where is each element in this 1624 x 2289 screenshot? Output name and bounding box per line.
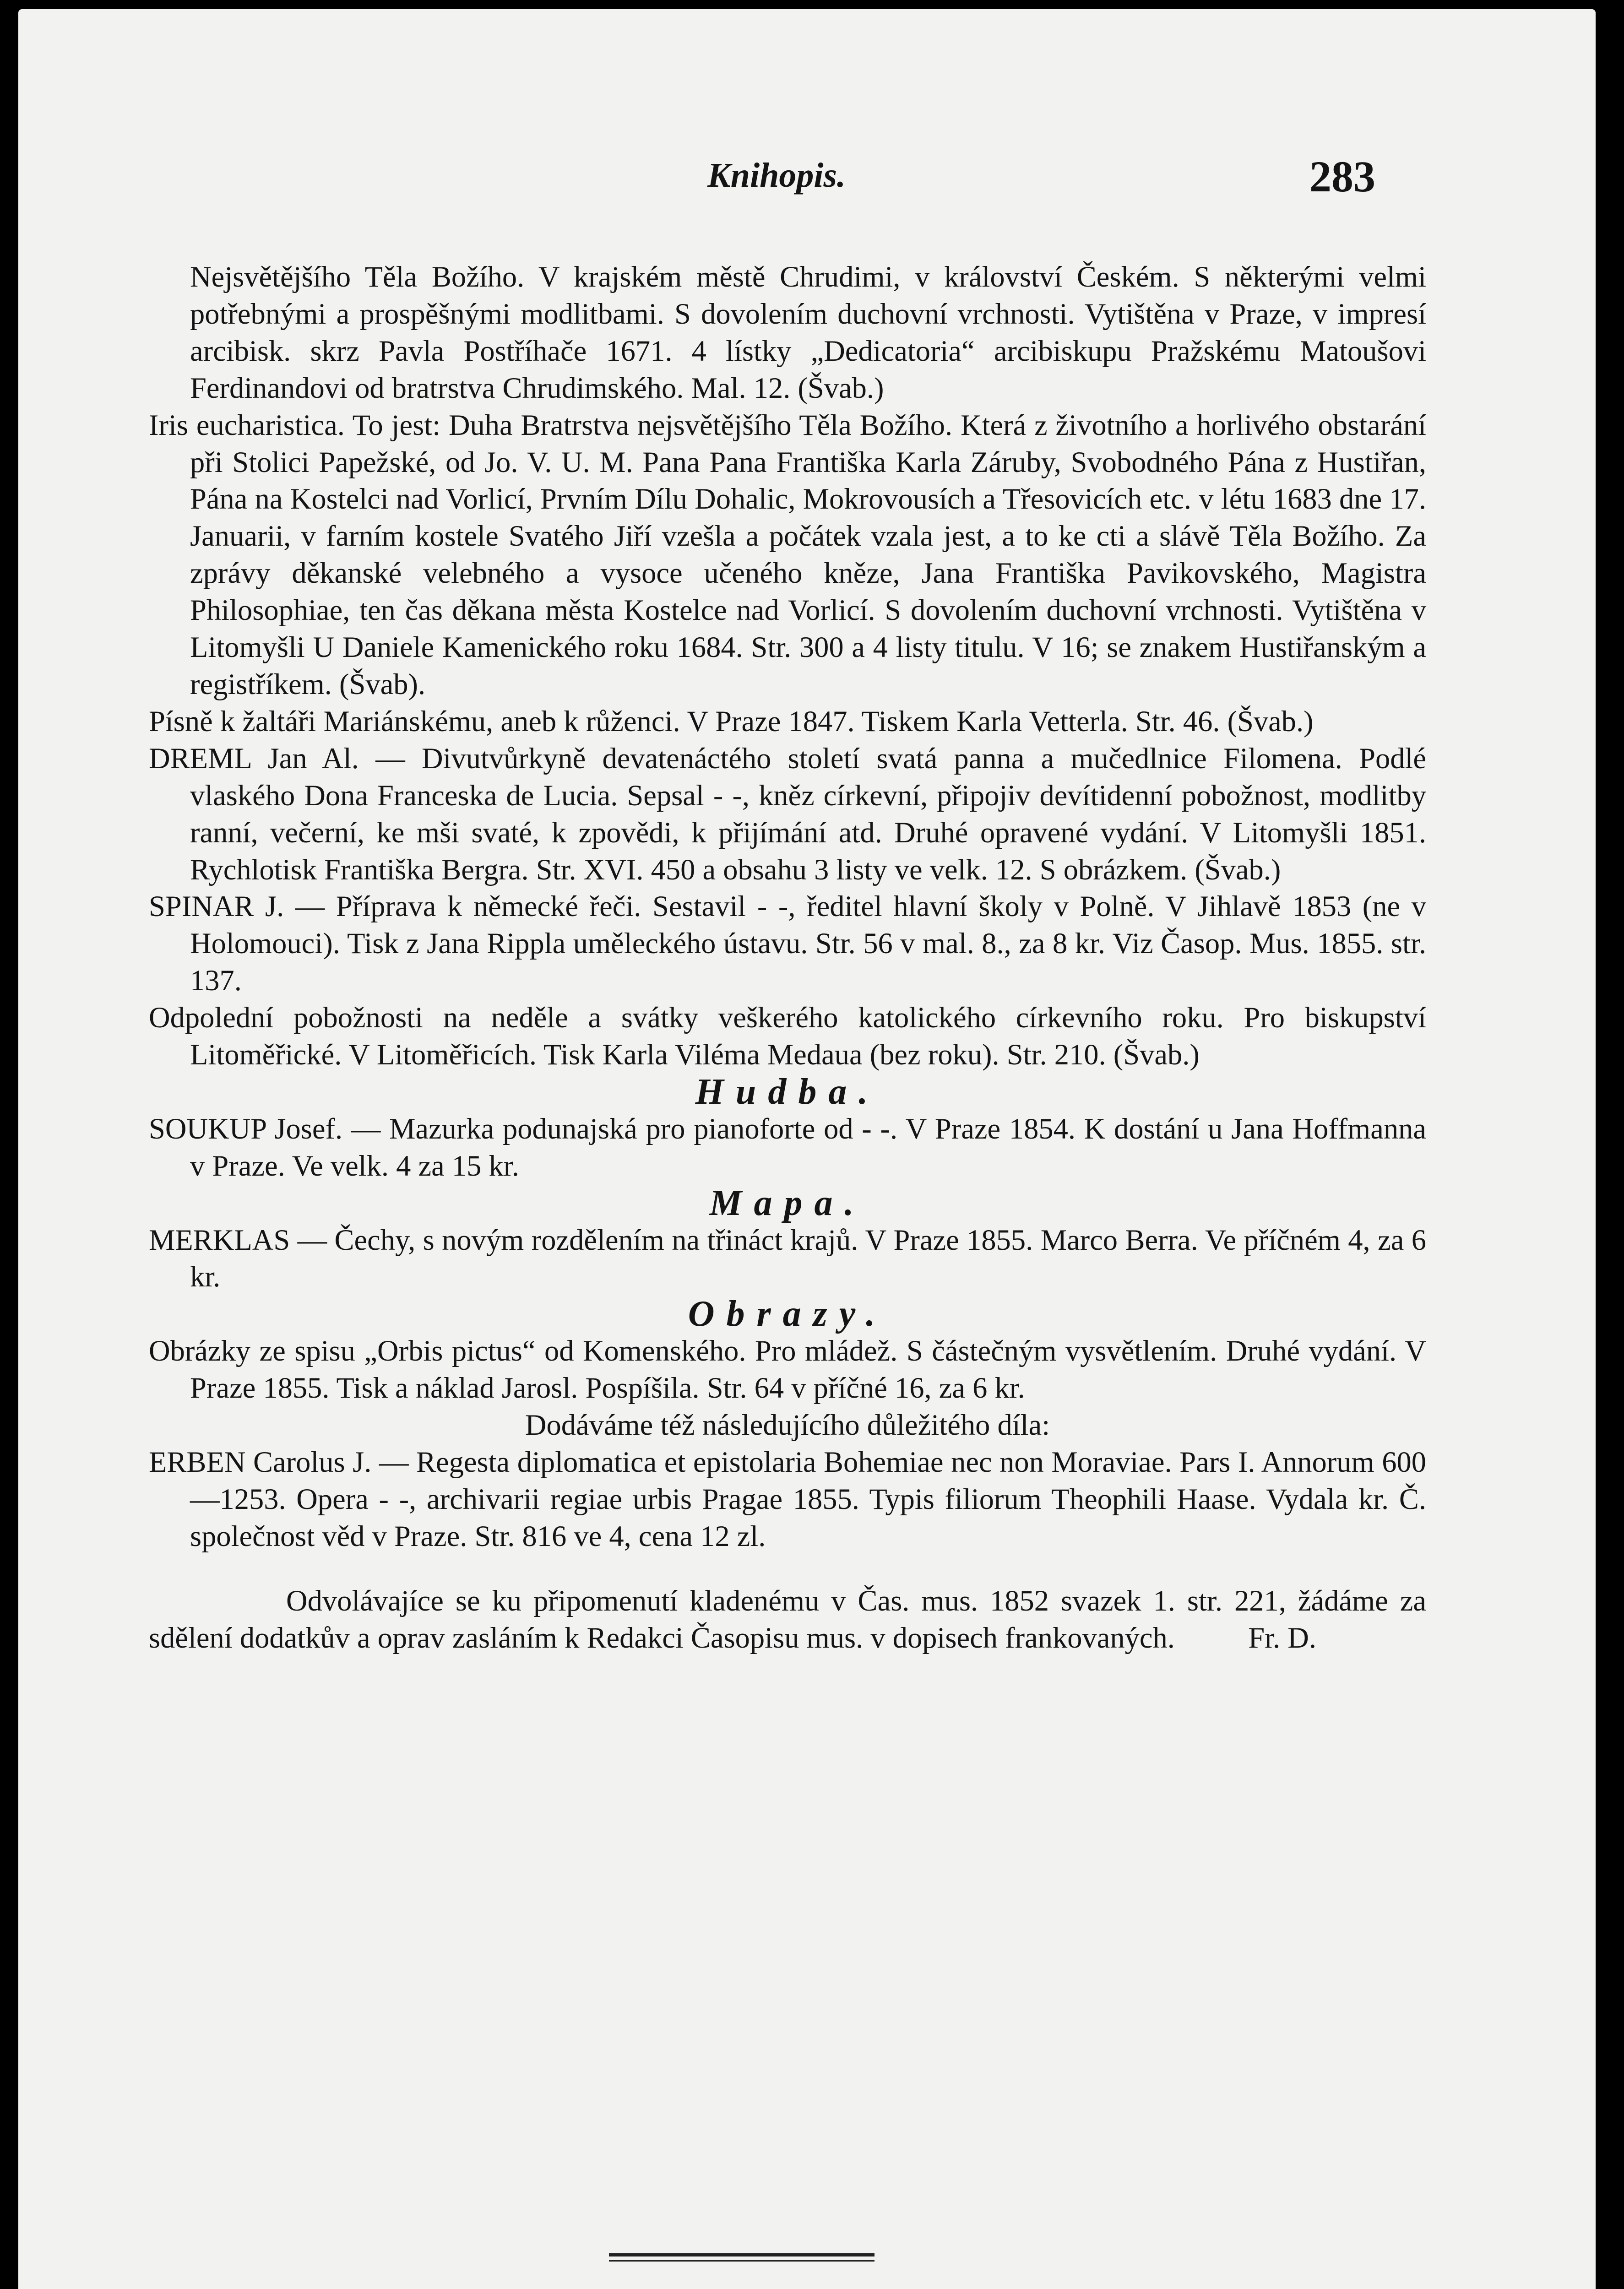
addendum-heading: Dodáváme též následujícího důležitého díla:: [525, 1409, 1050, 1442]
closing-note: Odvolávajíce se ku připomenutí kladenému v Čas. mus. 1852 svazek 1. str. 221, žádáme za sdělení dodatkův a oprav zasláním k Redakci Časopisu mus. v dopisech frankovaných.: [149, 1584, 1426, 1654]
bibliography-text: [149, 259, 1426, 1657]
bibliography-entry: ERBEN Carolus J. — Regesta diplomatica et epistolaria Bohemiae nec non Moraviae. Pars I. Annorum 600—1253. Opera - -, archivarii regiae urbis Pragae 1855. Typis filiorum Theophili Haase. Vydala kr. Č. společnost věd v Praze. Str. 816 ve 4, cena 12 zl.: [149, 1446, 1426, 1552]
page-number: 283: [1309, 152, 1375, 201]
running-head: [18, 151, 1596, 206]
bibliography-entry: Odpolední pobožnosti na neděle a svátky veškerého katolického církevního roku. Pro biskupství Litoměřické. V Litoměřicích. Tisk Karla Viléma Medaua (bez roku). Str. 210. (Švab.): [149, 1001, 1426, 1071]
bibliography-entry: SOUKUP Josef. — Mazurka podunajská pro pianoforte od - -. V Praze 1854. K dostání u Jana Hoffmanna v Praze. Ve velk. 4 za 15 kr.: [149, 1112, 1426, 1182]
signature: Fr. D.: [1248, 1621, 1316, 1654]
running-title: Knihopis.: [707, 156, 846, 195]
bibliography-entry: SPINAR J. — Příprava k německé řeči. Sestavil - -, ředitel hlavní školy v Polně. V Jihlavě 1853 (ne v Holomouci). Tisk z Jana Rippla uměleckého ústavu. Str. 56 v mal. 8., za 8 kr. Viz Časop. Mus. 1855. str. 137.: [149, 890, 1426, 997]
bibliography-entry: DREML Jan Al. — Divutvůrkyně devatenáctého století svatá panna a mučedlnice Filomena. Podlé vlaského Dona Franceska de Lucia. Sepsal - -, kněz církevní, připojiv devítidenní pobožnost, modlitby ranní, večerní, ke mši svaté, k zpovědi, k přijímání atd. Druhé opravené vydání. V Litomyšli 1851. Rychlotisk Františka Bergra. Str. XVI. 450 a obsahu 3 listy ve velk. 12. S obrázkem. (Švab.): [149, 742, 1426, 886]
closing-rule: [609, 2253, 874, 2256]
bibliography-entry: MERKLAS — Čechy, s novým rozdělením na třináct krajů. V Praze 1855. Marco Berra. Ve příčném 4, za 6 kr.: [149, 1223, 1426, 1293]
section-heading-mapa: Mapa.: [709, 1182, 866, 1223]
section-heading-obrazy: Obrazy.: [688, 1294, 887, 1334]
bibliography-entry: Iris eucharistica. To jest: Duha Bratrstva nejsvětějšího Těla Božího. Která z životního a horlivého obstarání při Stolici Papežské, od Jo. V. U. M. Pana Pana Františka Karla Záruby, Svobodného Pána z Hustiřan, Pána na Kostelci nad Vorlicí, Prvním Dílu Dohalic, Mokrovousích a Třesovicích etc. v létu 1683 dne 17. Januarii, v farním kostele Svatého Jiří vzešla a počátek vzala jest, a to ke cti a slávě Těla Božího. Za zprávy děkanské velebného a vysoce učeného kněze, Jana Františka Pavikovského, Magistra Philosophiae, ten čas děkana města Kostelce nad Vorlicí. S dovolením duchovní vrchnosti. Vytištěna v Litomyšli U Daniele Kamenického roku 1684. Str. 300 a 4 listy titulu. V 16; se znakem Hustiřanským a registříkem. (Švab).: [149, 408, 1426, 700]
section-heading-hudba: Hudba.: [695, 1071, 880, 1112]
book-page: [18, 9, 1596, 2289]
bibliography-entry: Písně k žaltáři Mariánskému, aneb k růženci. V Praze 1847. Tiskem Karla Vetterla. Str. 46. (Švab.): [149, 705, 1314, 738]
bibliography-entry: Obrázky ze spisu „Orbis pictus“ od Komenského. Pro mládež. S částečným vysvětlením. Druhé vydání. V Praze 1855. Tisk a náklad Jarosl. Pospíšila. Str. 64 v příčné 16, za 6 kr.: [149, 1334, 1426, 1405]
closing-rule-thin: [609, 2260, 874, 2262]
bibliography-entry: Nejsvětějšího Těla Božího. V krajském městě Chrudimi, v království Českém. S některými velmi potřebnými a prospěšnými modlitbami. S dovolením duchovní vrchnosti. Vytištěna v Praze, v impresí arcibisk. skrz Pavla Postříhače 1671. 4 lístky „Dedicatoria“ arcibiskupu Pražskému Matoušovi Ferdinandovi od bratrstva Chrudimského. Mal. 12. (Švab.): [190, 260, 1426, 404]
